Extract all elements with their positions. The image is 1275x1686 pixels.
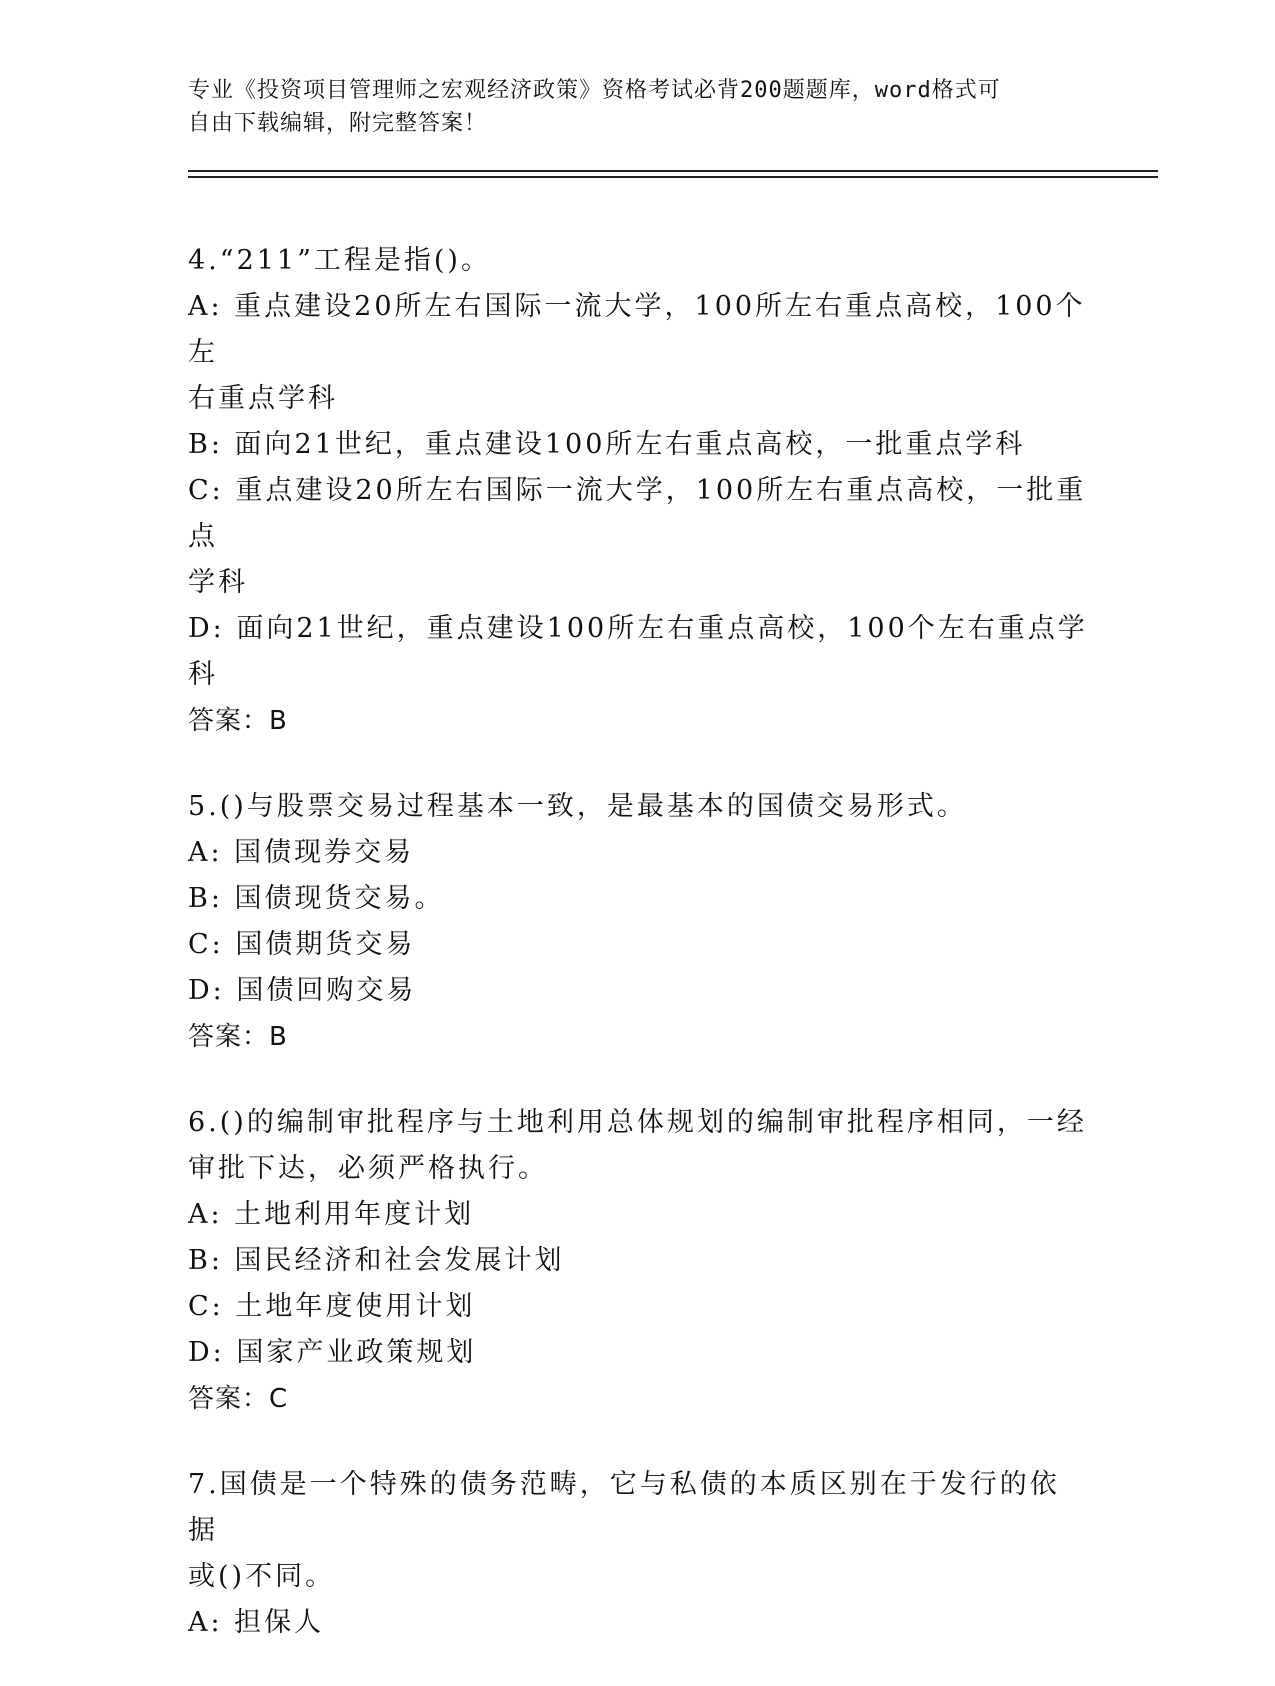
- option-d: D: 国家产业政策规划: [188, 1337, 477, 1368]
- option-b: B: 国民经济和社会发展计划: [188, 1245, 565, 1276]
- question-stem: 5.()与股票交易过程基本一致，是最基本的国债交易形式。: [188, 791, 967, 822]
- answer: 答案：B: [188, 706, 288, 736]
- option-d: D: 国债回购交易: [188, 975, 417, 1006]
- header-divider-bottom: [188, 176, 1158, 178]
- option-a: A: 土地利用年度计划: [188, 1199, 475, 1230]
- question-stem: 4.“211”工程是指()。: [188, 245, 491, 276]
- option-text-continued: 学科: [188, 567, 248, 598]
- question-5: [188, 784, 1088, 1060]
- option-c: C: 土地年度使用计划: [188, 1291, 476, 1322]
- header-divider-top: [188, 170, 1158, 172]
- option-a: A: 国债现券交易: [188, 837, 415, 868]
- option-text: B: 面向21世纪，重点建设100所左右重点高校，一批重点学科: [188, 429, 1026, 460]
- option-a: A: 担保人: [188, 1607, 325, 1638]
- question-4: [188, 238, 1088, 744]
- option-c: C: 国债期货交易: [188, 929, 416, 960]
- header-line-1: 专业《投资项目管理师之宏观经济政策》资格考试必背200题题库，word格式可: [188, 78, 1001, 103]
- question-6: [188, 1100, 1088, 1422]
- option-b: B: 国债现货交易。: [188, 883, 445, 914]
- question-7: [188, 1462, 1088, 1646]
- option-d: [188, 606, 1088, 698]
- option-a: [188, 284, 1088, 422]
- option-c: [188, 468, 1088, 606]
- question-stem: 7.国债是一个特殊的债务范畴，它与私债的本质区别在于发行的依据: [188, 1469, 1060, 1546]
- question-list: [188, 238, 1088, 1686]
- header-line-2: 自由下载编辑，附完整答案！: [188, 111, 488, 136]
- option-text-continued: 右重点学科: [188, 383, 338, 414]
- option-text: C: 重点建设20所左右国际一流大学，100所左右重点高校，一批重点: [188, 475, 1087, 552]
- question-stem-continued: 审批下达，必须严格执行。: [188, 1153, 548, 1184]
- answer: 答案：C: [188, 1384, 289, 1414]
- option-text: D: 面向21世纪，重点建设100所左右重点高校，100个左右重点学科: [188, 613, 1088, 690]
- question-stem: 6.()的编制审批程序与土地利用总体规划的编制审批程序相同，一经: [188, 1107, 1087, 1138]
- option-b: [188, 422, 1088, 468]
- answer: 答案：B: [188, 1022, 288, 1052]
- option-text: A: 重点建设20所左右国际一流大学，100所左右重点高校，100个左: [188, 291, 1086, 368]
- question-stem-continued: 或()不同。: [188, 1561, 336, 1592]
- document-header: [188, 74, 1088, 140]
